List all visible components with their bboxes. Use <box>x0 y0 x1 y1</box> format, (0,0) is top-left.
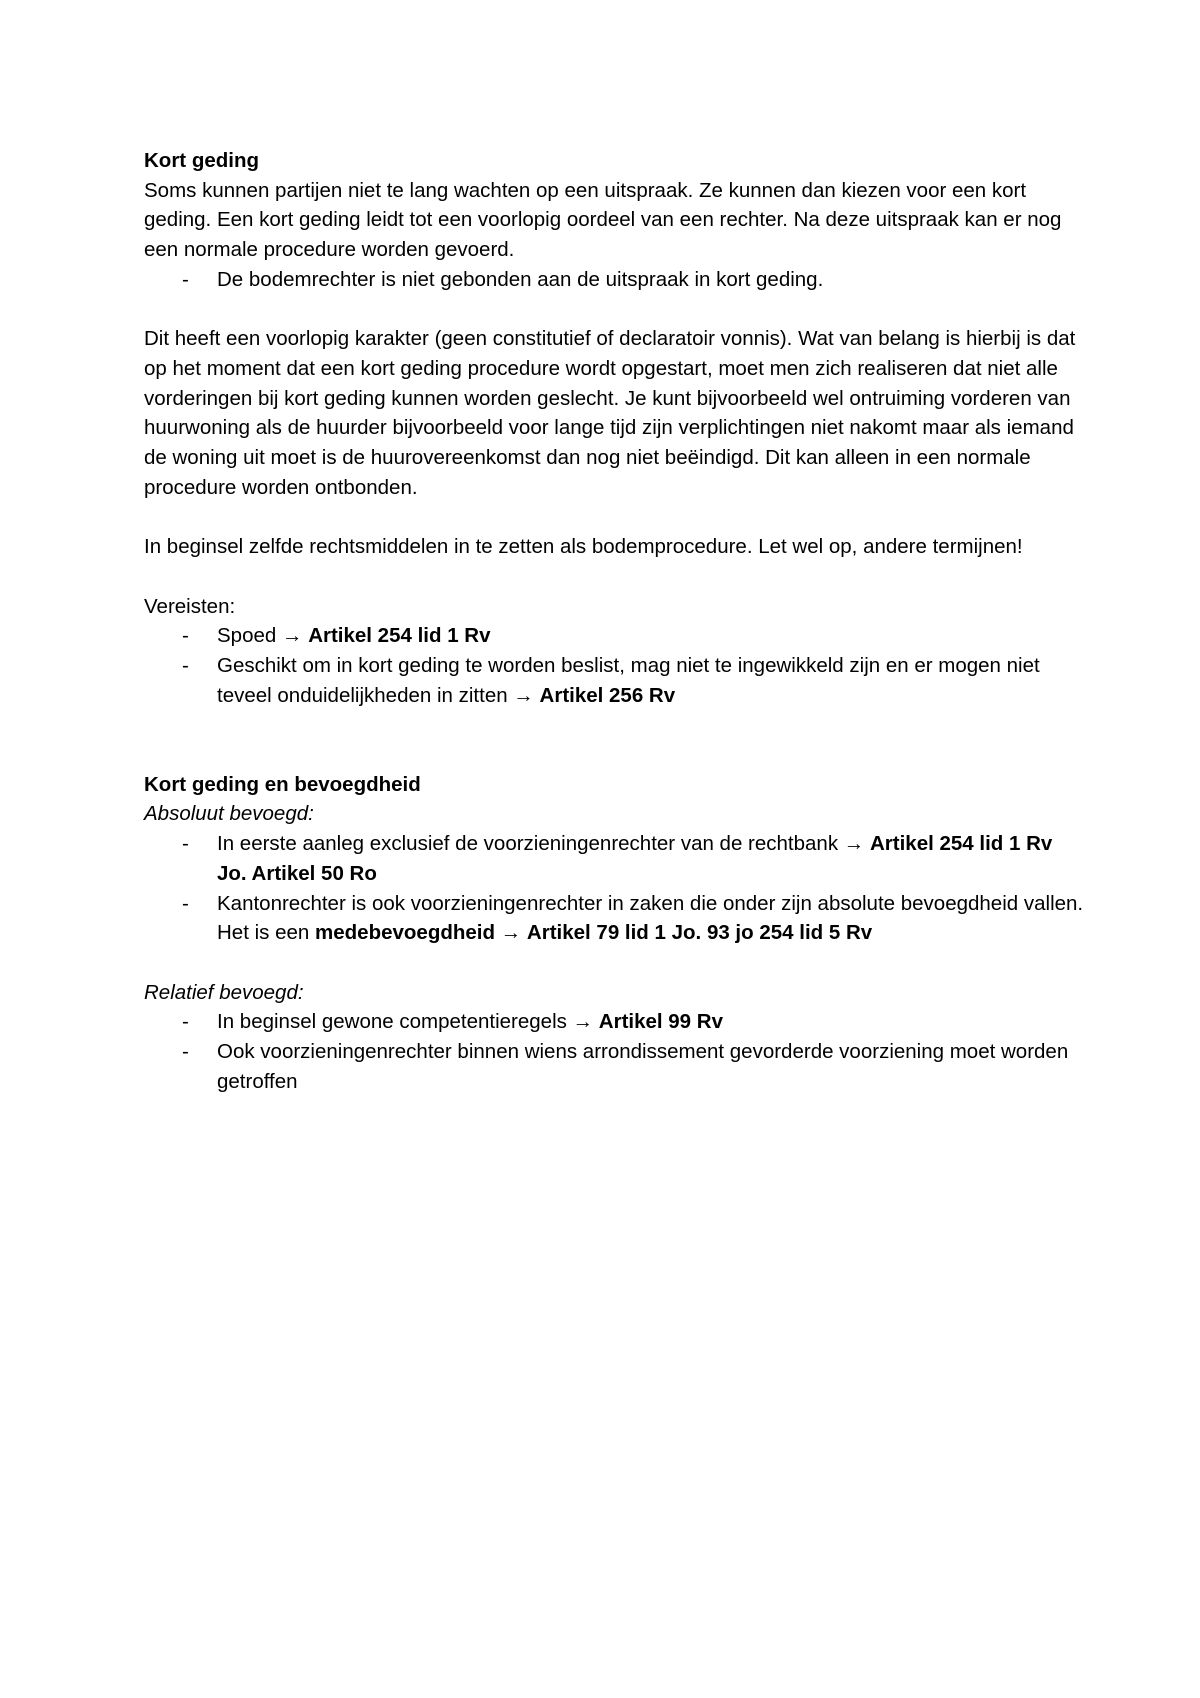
bullet-dash: - <box>182 267 189 291</box>
bullet-dash: - <box>182 832 189 856</box>
bullet-dash: - <box>182 1040 189 1063</box>
paragraph-voorlopig-karakter: Dit heeft een voorlopig karakter (geen constitutief of declaratoir vonnis). Wat van belang is hierbij is dat op het moment dat een kort geding procedure wordt opgestart, moet men zich realiseren dat niet alle vorderingen bij kort geding kunnen worden geslecht. Je kunt bijvoorbeeld wel ontruiming vorderen van huurwoning als de huurder bijvoorbeeld voor lange tijd zijn verplichtingen niet nakomt maar als iemand de woning uit moet is de huurovereenkomst dan nog niet beëindigd. Dit kan alleen in een normale procedure worden ontbonden. <box>144 327 1076 499</box>
list-item <box>144 829 1084 888</box>
arrow-icon: → <box>281 624 303 648</box>
bullet-text: Ook voorzieningenrechter binnen wiens arrondissement gevorderde voorziening moet worden getroffen <box>217 1040 1069 1093</box>
bullet-text: In eerste aanleg exclusief de voorzieningenrechter van de rechtbank <box>217 832 839 856</box>
bullet-dash: - <box>182 891 189 915</box>
list-item <box>144 265 1084 295</box>
bullet-dash: - <box>182 653 189 677</box>
arrow-icon: → <box>843 832 865 856</box>
heading-kort-geding: Kort geding <box>144 149 260 172</box>
bullet-dash: - <box>182 624 189 648</box>
article-reference: Artikel 256 Rv <box>539 683 676 707</box>
article-reference: Artikel 254 lid 1 Rv Jo. Artikel 50 Ro <box>217 832 1053 885</box>
article-reference: Artikel 254 lid 1 Rv <box>308 624 491 648</box>
bullet-text: Kantonrechter is ook voorzieningenrechter in zaken die onder zijn absolute bevoegdheid vallen. Het is een <box>217 891 1084 945</box>
list-item <box>144 1007 1084 1037</box>
arrow-icon: → <box>513 683 534 707</box>
intro-paragraph: Soms kunnen partijen niet te lang wachten op een uitspraak. Ze kunnen dan kiezen voor een kort geding. Een kort geding leidt tot een voorlopig oordeel van een rechter. Na deze uitspraak kan er nog een normale procedure worden gevoerd. <box>144 178 1062 262</box>
bullet-text: In beginsel gewone competentieregels <box>217 1010 567 1034</box>
paragraph-rechtsmiddelen: In beginsel zelfde rechtsmiddelen in te zetten als bodemprocedure. Let wel op, andere termijnen! <box>144 535 1023 559</box>
list-item <box>144 621 1084 651</box>
arrow-icon: → <box>572 1010 594 1034</box>
relative-label: Relatief bevoegd: <box>144 980 304 1004</box>
bullet-dash: - <box>182 1010 189 1034</box>
list-item <box>144 1037 1084 1096</box>
arrow-icon: → <box>500 921 522 945</box>
absolute-label: Absoluut bevoegd: <box>144 802 314 826</box>
article-reference: Artikel 99 Rv <box>598 1010 723 1034</box>
bullet-text: De bodemrechter is niet gebonden aan de uitspraak in kort geding. <box>217 267 824 291</box>
bullet-text: Spoed <box>217 624 277 648</box>
bullet-text: Geschikt om in kort geding te worden beslist, mag niet te ingewikkeld zijn en er mogen niet teveel onduidelijkheden in zitten <box>217 653 1040 707</box>
document-page <box>144 146 1084 1096</box>
list-item <box>144 889 1084 948</box>
requirements-label: Vereisten: <box>144 594 236 618</box>
list-item <box>144 651 1084 710</box>
article-reference: Artikel 79 lid 1 Jo. 93 jo 254 lid 5 Rv <box>526 921 873 945</box>
bold-term: medebevoegdheid <box>315 921 496 945</box>
heading-bevoegdheid: Kort geding en bevoegdheid <box>144 772 421 796</box>
